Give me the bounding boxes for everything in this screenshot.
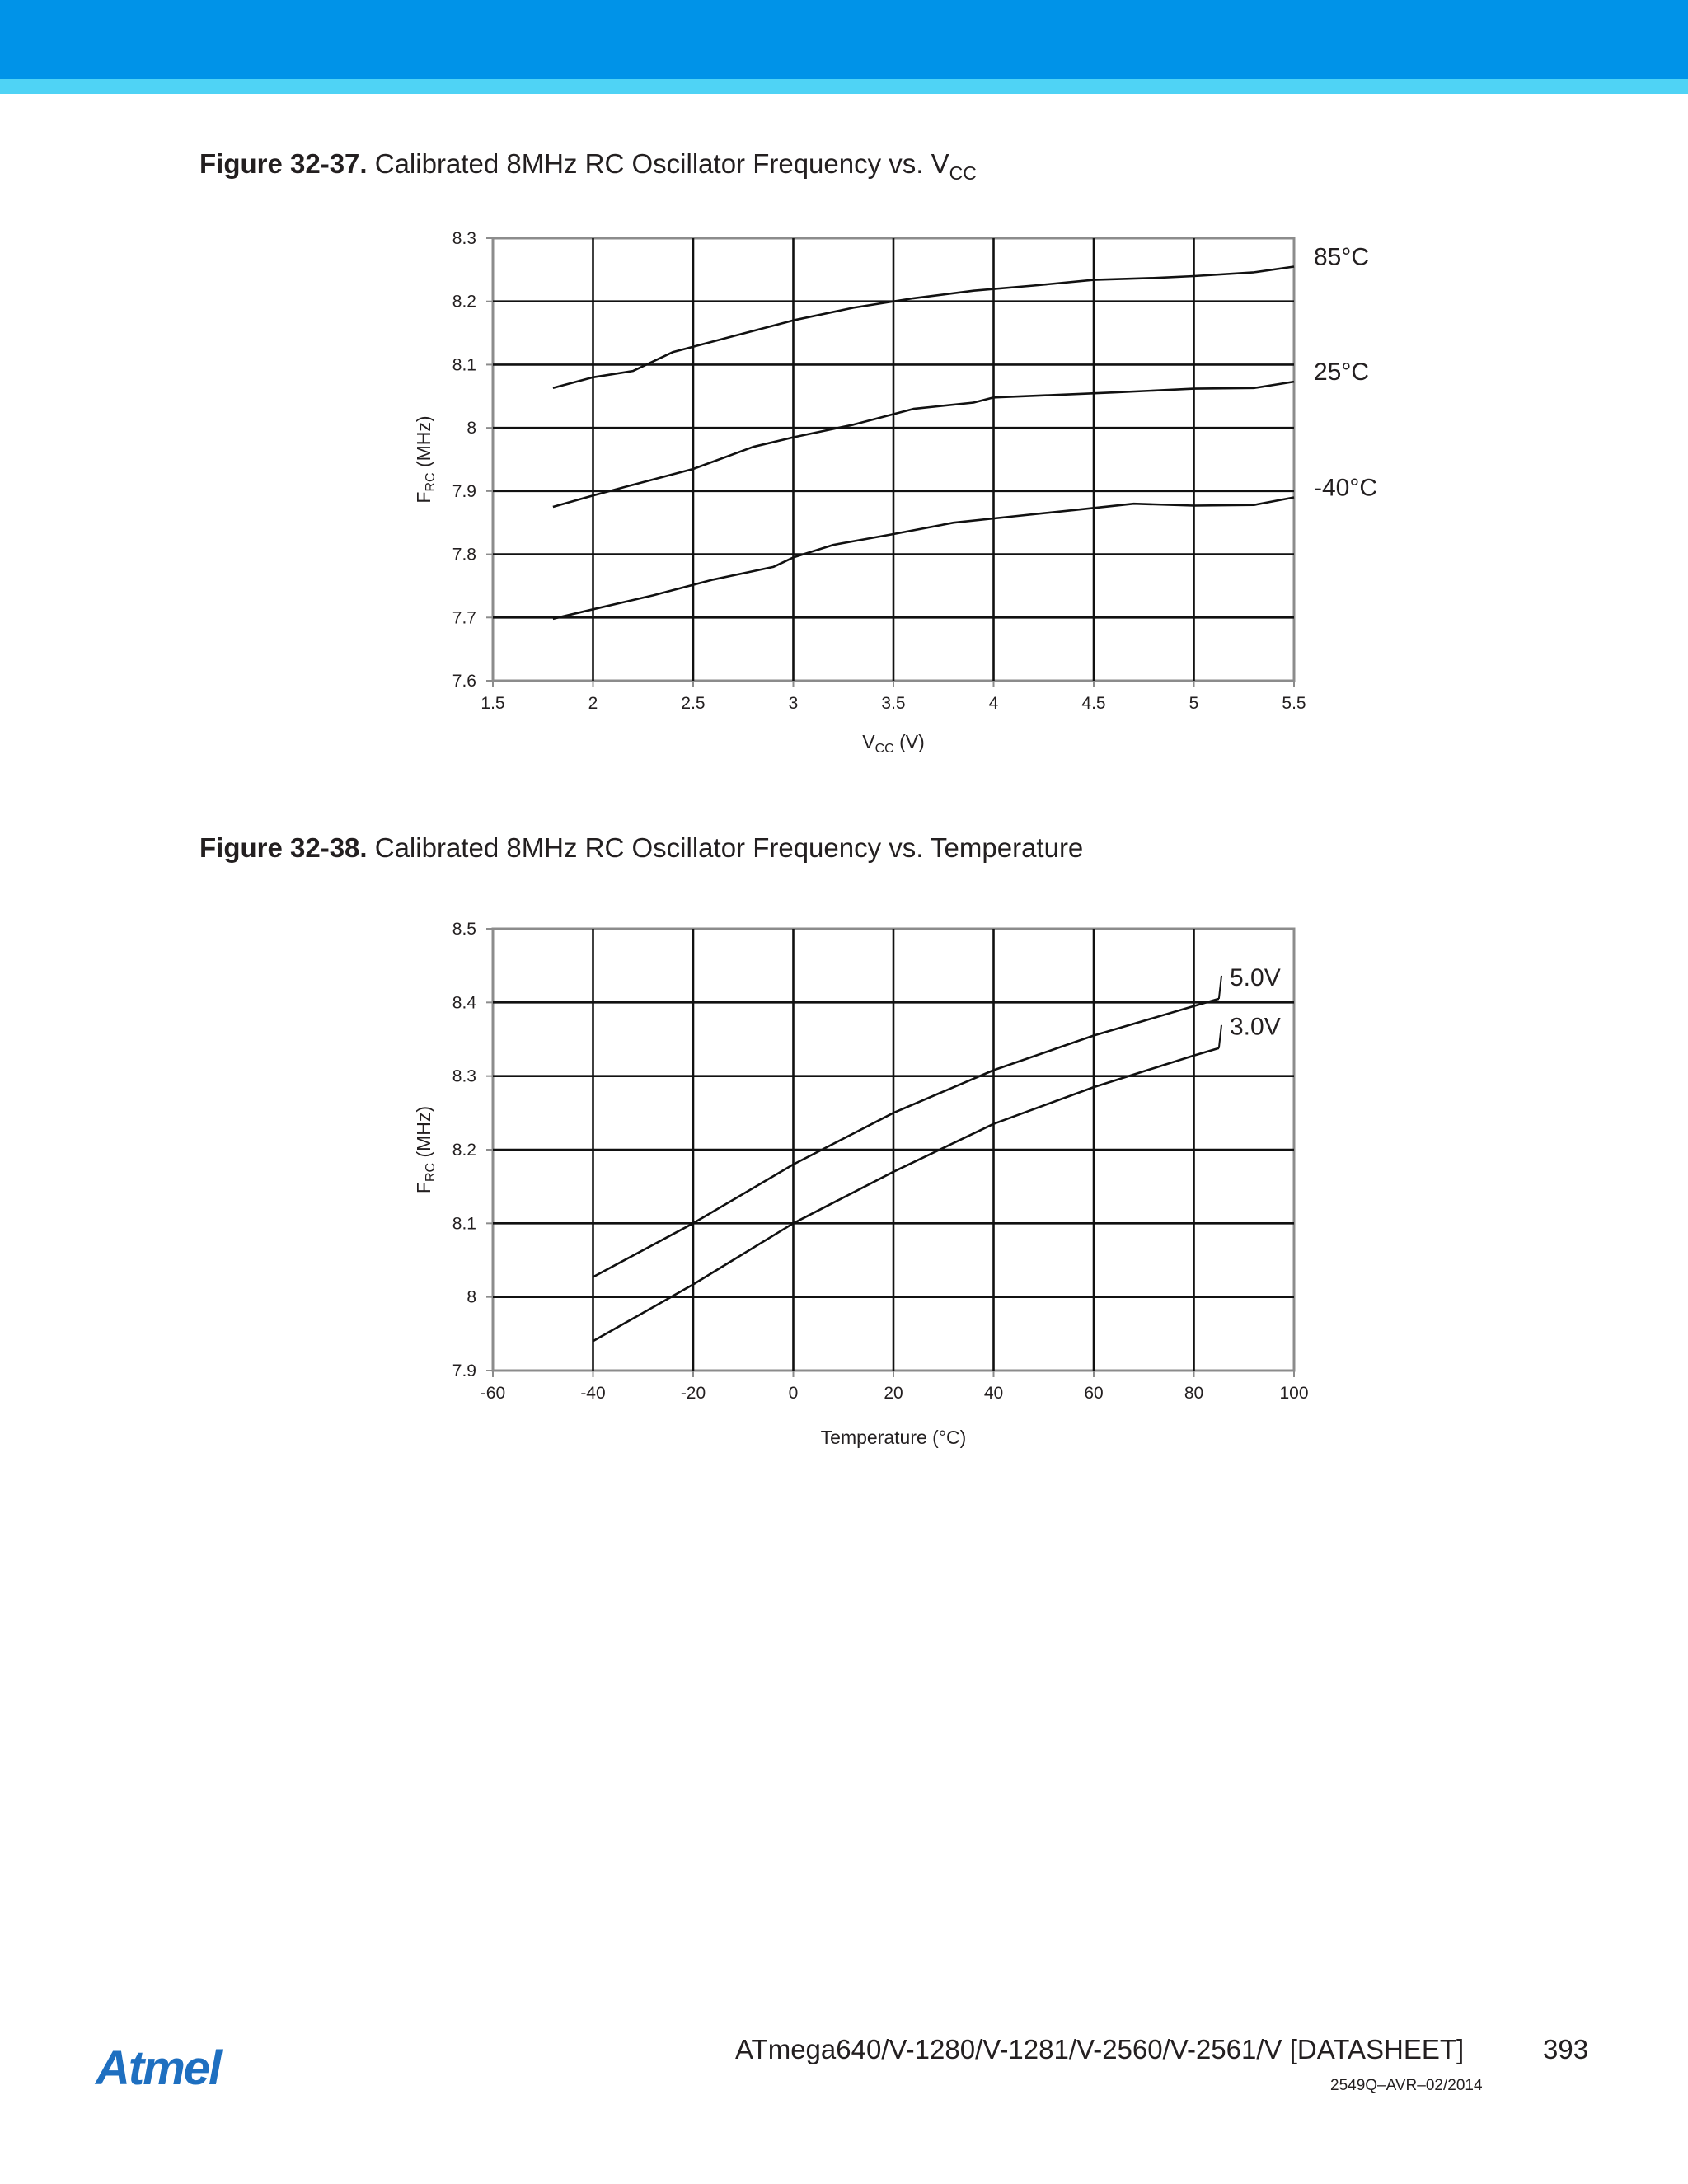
y-tick-label: 8.2 (452, 292, 476, 312)
figure-title-1-sub: CC (949, 162, 977, 184)
y-tick-label: 8 (467, 1287, 476, 1307)
y-tick-label: 8.4 (452, 993, 476, 1013)
series-label: 85°C (1314, 243, 1370, 271)
atmel-logo: Atmel (96, 2041, 221, 2095)
y-tick-label: 7.7 (452, 608, 476, 628)
y-tick-label: 7.9 (452, 1361, 476, 1380)
x-tick-label: 0 (788, 1384, 799, 1403)
x-tick-label: 60 (1084, 1384, 1104, 1403)
x-tick-label: 20 (884, 1384, 903, 1403)
x-tick-label: 3 (788, 694, 799, 713)
x-tick-label: 5 (1189, 694, 1199, 713)
series-label: 5.0V (1230, 963, 1281, 991)
x-axis-label: Temperature (°C) (820, 1427, 967, 1448)
y-tick-label: 8.1 (452, 355, 476, 375)
y-axis-label: $F_{RC}$ (MHz) (413, 1105, 438, 1194)
series-label: -40°C (1314, 474, 1378, 502)
x-tick-label: 2.5 (681, 694, 706, 713)
y-tick-label: 8 (467, 419, 476, 438)
y-tick-label: 8.1 (452, 1214, 476, 1234)
page-number: 393 (1543, 2034, 1589, 2064)
x-tick-label: 80 (1184, 1384, 1204, 1403)
x-tick-label: 5.5 (1282, 694, 1306, 713)
x-axis-label: $V_{CC}$ (V) (862, 731, 925, 756)
figure-number-1: Figure 32-37. (199, 148, 368, 179)
figure-title-1: Calibrated 8MHz RC Oscillator Frequency vs. V (374, 148, 950, 179)
figure-title-2: Calibrated 8MHz RC Oscillator Frequency vs. Temperature (374, 832, 1084, 863)
x-tick-label: 2 (588, 694, 598, 713)
y-tick-label: 8.3 (452, 1066, 476, 1086)
y-axis-label: $F_{RC}$ (MHz) (413, 415, 438, 504)
series-label: 25°C (1314, 359, 1370, 387)
x-tick-label: 100 (1279, 1384, 1309, 1403)
x-tick-label: 3.5 (881, 694, 906, 713)
x-tick-label: 4.5 (1081, 694, 1106, 713)
y-tick-label: 8.5 (452, 920, 476, 939)
x-tick-label: -20 (680, 1384, 706, 1403)
y-tick-label: 7.8 (452, 545, 476, 565)
x-tick-label: -60 (480, 1384, 506, 1403)
series-label: 3.0V (1230, 1013, 1281, 1041)
figure-number-2: Figure 32-38. (199, 832, 368, 863)
x-tick-label: 1.5 (481, 694, 505, 713)
x-tick-label: -40 (580, 1384, 606, 1403)
y-tick-label: 7.9 (452, 481, 476, 501)
x-tick-label: 4 (988, 694, 999, 713)
footer-title: ATmega640/V-1280/V-1281/V-2560/V-2561/V [DATASHEET] (735, 2034, 1465, 2064)
x-tick-label: 40 (983, 1384, 1004, 1403)
y-tick-label: 8.2 (452, 1141, 476, 1160)
y-tick-label: 7.6 (452, 672, 476, 691)
document-id: 2549Q–AVR–02/2014 (1330, 2077, 1483, 2094)
y-tick-label: 8.3 (452, 229, 476, 248)
